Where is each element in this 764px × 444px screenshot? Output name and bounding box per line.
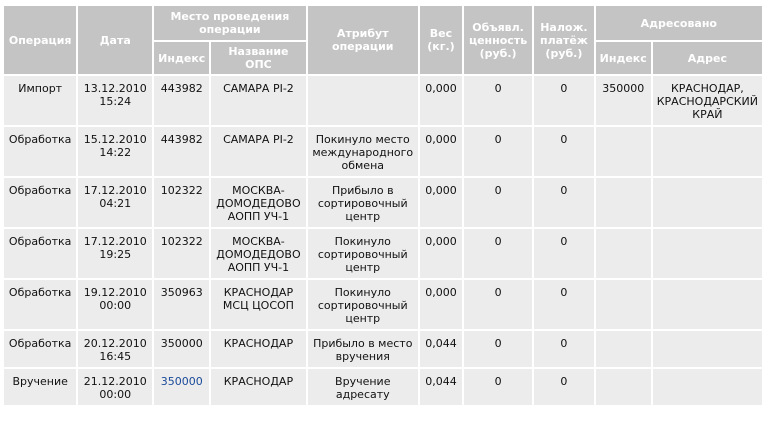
cell-ops-name: САМАРА PI-2 (211, 127, 305, 176)
cell-attribute: Прибыло в сортировочный центр (308, 178, 418, 227)
cell-cod: 0 (534, 369, 593, 405)
cell-index: 350963 (154, 280, 209, 329)
cell-operation: Импорт (4, 76, 76, 125)
cell-address (653, 127, 762, 176)
col-header-address: Адрес (653, 42, 762, 74)
cell-declared-value: 0 (464, 229, 532, 278)
table-row (4, 178, 762, 227)
cell-addr-index (596, 331, 651, 367)
table-row (4, 76, 762, 125)
col-header-operation: Операция (4, 6, 76, 74)
cell-date: 17.12.2010 19:25 (78, 229, 152, 278)
col-header-place-name: Название ОПС (211, 42, 305, 74)
cell-attribute (308, 76, 418, 125)
col-header-addr-index: Индекс (596, 42, 651, 74)
cell-declared-value: 0 (464, 76, 532, 125)
cell-weight: 0,000 (420, 280, 462, 329)
table-row (4, 280, 762, 329)
cell-date: 21.12.2010 00:00 (78, 369, 152, 405)
cell-cod: 0 (534, 331, 593, 367)
col-header-attribute: Атрибут операции (308, 6, 418, 74)
cell-date: 13.12.2010 15:24 (78, 76, 152, 125)
cell-addr-index: 350000 (596, 76, 651, 125)
cell-cod: 0 (534, 178, 593, 227)
cell-operation: Обработка (4, 127, 76, 176)
cell-weight: 0,000 (420, 127, 462, 176)
table-row (4, 229, 762, 278)
cell-ops-name: САМАРА PI-2 (211, 76, 305, 125)
cell-ops-name: МОСКВА-ДОМОДЕДОВО АОПП УЧ-1 (211, 229, 305, 278)
cell-index: 102322 (154, 178, 209, 227)
cell-weight: 0,000 (420, 178, 462, 227)
cell-declared-value: 0 (464, 369, 532, 405)
cell-operation: Вручение (4, 369, 76, 405)
table-row (4, 127, 762, 176)
cell-address (653, 280, 762, 329)
cell-date: 17.12.2010 04:21 (78, 178, 152, 227)
cell-declared-value: 0 (464, 331, 532, 367)
col-header-addressed: Адресовано (596, 6, 762, 40)
cell-operation: Обработка (4, 229, 76, 278)
cell-weight: 0,044 (420, 369, 462, 405)
cell-index-link[interactable]: 350000 (154, 369, 209, 405)
cell-declared-value: 0 (464, 127, 532, 176)
cell-weight: 0,000 (420, 229, 462, 278)
col-header-cod: Налож. платёж (руб.) (534, 6, 593, 74)
cell-cod: 0 (534, 127, 593, 176)
cell-addr-index (596, 127, 651, 176)
cell-index: 443982 (154, 76, 209, 125)
col-header-date: Дата (78, 6, 152, 74)
cell-cod: 0 (534, 280, 593, 329)
cell-declared-value: 0 (464, 178, 532, 227)
cell-address (653, 229, 762, 278)
cell-attribute: Покинуло место международного обмена (308, 127, 418, 176)
cell-cod: 0 (534, 76, 593, 125)
header-row-top (4, 6, 762, 40)
cell-date: 15.12.2010 14:22 (78, 127, 152, 176)
cell-date: 19.12.2010 00:00 (78, 280, 152, 329)
cell-index: 443982 (154, 127, 209, 176)
cell-cod: 0 (534, 229, 593, 278)
cell-operation: Обработка (4, 178, 76, 227)
cell-addr-index (596, 229, 651, 278)
cell-operation: Обработка (4, 280, 76, 329)
table-row (4, 369, 762, 405)
cell-address (653, 178, 762, 227)
cell-addr-index (596, 178, 651, 227)
cell-ops-name: КРАСНОДАР (211, 331, 305, 367)
cell-attribute: Вручение адресату (308, 369, 418, 405)
cell-date: 20.12.2010 16:45 (78, 331, 152, 367)
cell-address (653, 369, 762, 405)
cell-index: 350000 (154, 331, 209, 367)
tracking-table (2, 4, 764, 407)
col-header-weight: Вес (кг.) (420, 6, 462, 74)
cell-ops-name: КРАСНОДАР МСЦ ЦОСОП (211, 280, 305, 329)
cell-operation: Обработка (4, 331, 76, 367)
cell-weight: 0,000 (420, 76, 462, 125)
cell-addr-index (596, 369, 651, 405)
cell-addr-index (596, 280, 651, 329)
col-header-declared-value: Объявл. ценность (руб.) (464, 6, 532, 74)
cell-index: 102322 (154, 229, 209, 278)
cell-attribute: Покинуло сортировочный центр (308, 280, 418, 329)
col-header-place: Место проведения операции (154, 6, 305, 40)
col-header-place-index: Индекс (154, 42, 209, 74)
table-row (4, 331, 762, 367)
cell-attribute: Прибыло в место вручения (308, 331, 418, 367)
cell-address (653, 331, 762, 367)
cell-declared-value: 0 (464, 280, 532, 329)
cell-weight: 0,044 (420, 331, 462, 367)
cell-attribute: Покинуло сортировочный центр (308, 229, 418, 278)
cell-address: КРАСНОДАР, КРАСНОДАРСКИЙ КРАЙ (653, 76, 762, 125)
cell-ops-name: КРАСНОДАР (211, 369, 305, 405)
cell-ops-name: МОСКВА-ДОМОДЕДОВО АОПП УЧ-1 (211, 178, 305, 227)
